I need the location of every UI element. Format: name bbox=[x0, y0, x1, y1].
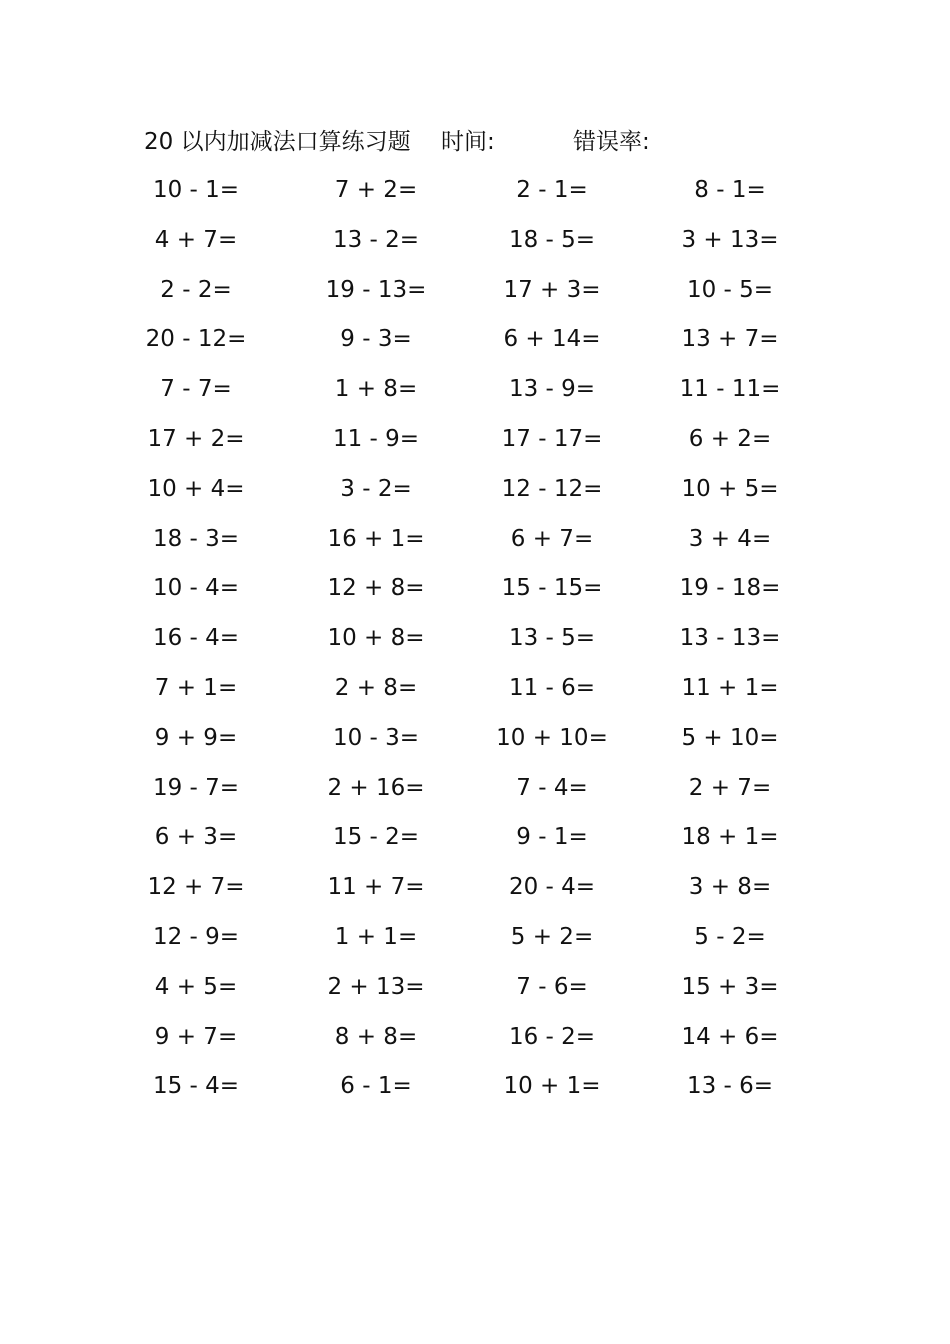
problem-item: 19 - 13= bbox=[325, 276, 427, 303]
problem-item: 16 + 1= bbox=[327, 525, 425, 552]
problem-item: 8 - 1= bbox=[694, 177, 766, 203]
problem-item: 12 - 12= bbox=[501, 475, 603, 502]
problem-item: 6 + 3= bbox=[154, 824, 238, 851]
problem-item: 2 + 7= bbox=[688, 774, 772, 801]
problem-row bbox=[0, 1019, 950, 1069]
problem-item: 5 + 10= bbox=[681, 724, 779, 751]
problem-item: 20 - 4= bbox=[508, 874, 596, 901]
problem-row bbox=[0, 272, 950, 322]
problem-item: 13 - 5= bbox=[508, 625, 596, 652]
problem-item: 13 - 6= bbox=[686, 1073, 774, 1100]
problem-item: 2 + 13= bbox=[327, 973, 425, 1000]
problem-item: 2 - 2= bbox=[160, 276, 232, 303]
problem-item: 11 + 7= bbox=[327, 874, 425, 901]
problem-grid bbox=[0, 172, 950, 1118]
problem-item: 10 - 5= bbox=[686, 276, 774, 303]
problem-item: 20 - 12= bbox=[145, 326, 247, 353]
problem-row bbox=[0, 869, 950, 919]
problem-item: 3 + 4= bbox=[688, 525, 772, 552]
problem-item: 15 - 2= bbox=[332, 824, 420, 851]
problem-row bbox=[0, 570, 950, 620]
problem-item: 5 - 2= bbox=[694, 923, 766, 950]
problem-item: 17 + 2= bbox=[147, 425, 245, 452]
problem-item: 15 - 15= bbox=[501, 575, 603, 602]
problem-item: 11 + 1= bbox=[681, 674, 779, 701]
time-label: 时间: bbox=[441, 129, 495, 155]
problem-item: 11 - 11= bbox=[679, 376, 781, 403]
problem-item: 2 + 8= bbox=[334, 674, 418, 701]
problem-row bbox=[0, 521, 950, 571]
problem-item: 9 - 1= bbox=[516, 824, 588, 851]
problem-item: 10 + 8= bbox=[327, 625, 425, 652]
problem-item: 10 - 4= bbox=[152, 575, 240, 602]
problem-row bbox=[0, 670, 950, 720]
problem-item: 6 + 7= bbox=[510, 525, 594, 552]
problem-item: 13 - 2= bbox=[332, 226, 420, 253]
problem-item: 12 + 7= bbox=[147, 874, 245, 901]
problem-row bbox=[0, 321, 950, 371]
problem-row bbox=[0, 222, 950, 272]
problem-row bbox=[0, 421, 950, 471]
problem-item: 18 - 3= bbox=[152, 525, 240, 552]
problem-item: 17 - 17= bbox=[501, 425, 603, 452]
problem-item: 6 - 1= bbox=[340, 1073, 412, 1100]
problem-item: 9 + 9= bbox=[154, 724, 238, 751]
problem-item: 10 - 1= bbox=[152, 177, 240, 203]
problem-row bbox=[0, 919, 950, 969]
problem-item: 4 + 7= bbox=[154, 226, 238, 253]
problem-item: 5 + 2= bbox=[510, 923, 594, 950]
problem-item: 14 + 6= bbox=[681, 1023, 779, 1050]
problem-item: 18 - 5= bbox=[508, 226, 596, 253]
problem-item: 11 - 6= bbox=[508, 674, 596, 701]
problem-item: 3 + 8= bbox=[688, 874, 772, 901]
problem-item: 11 - 9= bbox=[332, 425, 420, 452]
problem-item: 19 - 18= bbox=[679, 575, 781, 602]
problem-item: 4 + 5= bbox=[154, 973, 238, 1000]
problem-item: 15 - 4= bbox=[152, 1073, 240, 1100]
worksheet-title: 20 以内加减法口算练习题 bbox=[144, 129, 411, 155]
problem-item: 2 - 1= bbox=[516, 177, 588, 203]
problem-item: 7 + 1= bbox=[154, 674, 238, 701]
problem-item: 1 + 8= bbox=[334, 376, 418, 403]
problem-item: 10 + 4= bbox=[147, 475, 245, 502]
problem-item: 15 + 3= bbox=[681, 973, 779, 1000]
problem-row bbox=[0, 1068, 950, 1118]
problem-item: 16 - 2= bbox=[508, 1023, 596, 1050]
problem-row bbox=[0, 819, 950, 869]
problem-item: 17 + 3= bbox=[503, 276, 601, 303]
problem-item: 10 - 3= bbox=[332, 724, 420, 751]
problem-item: 6 + 2= bbox=[688, 425, 772, 452]
problem-item: 3 - 2= bbox=[340, 475, 412, 502]
problem-item: 7 - 4= bbox=[516, 774, 588, 801]
problem-item: 3 + 13= bbox=[681, 226, 779, 253]
problem-row bbox=[0, 371, 950, 421]
problem-item: 8 + 8= bbox=[334, 1023, 418, 1050]
problem-item: 18 + 1= bbox=[681, 824, 779, 851]
problem-item: 10 + 1= bbox=[503, 1073, 601, 1100]
problem-row bbox=[0, 969, 950, 1019]
problem-item: 7 - 7= bbox=[160, 376, 232, 403]
problem-item: 2 + 16= bbox=[327, 774, 425, 801]
problem-item: 12 - 9= bbox=[152, 923, 240, 950]
problem-item: 1 + 1= bbox=[334, 923, 418, 950]
problem-row bbox=[0, 471, 950, 521]
problem-item: 13 + 7= bbox=[681, 326, 779, 353]
problem-item: 16 - 4= bbox=[152, 625, 240, 652]
problem-item: 9 + 7= bbox=[154, 1023, 238, 1050]
problem-item: 10 + 5= bbox=[681, 475, 779, 502]
error-rate-label: 错误率: bbox=[573, 129, 650, 155]
problem-row bbox=[0, 720, 950, 770]
problem-item: 19 - 7= bbox=[152, 774, 240, 801]
problem-item: 9 - 3= bbox=[340, 326, 412, 353]
problem-item: 7 + 2= bbox=[334, 177, 418, 203]
problem-item: 13 - 13= bbox=[679, 625, 781, 652]
problem-item: 12 + 8= bbox=[327, 575, 425, 602]
problem-item: 7 - 6= bbox=[516, 973, 588, 1000]
problem-row bbox=[0, 172, 950, 222]
problem-row bbox=[0, 620, 950, 670]
problem-row bbox=[0, 770, 950, 820]
problem-item: 10 + 10= bbox=[496, 724, 608, 751]
problem-item: 13 - 9= bbox=[508, 376, 596, 403]
problem-item: 6 + 14= bbox=[503, 326, 601, 353]
